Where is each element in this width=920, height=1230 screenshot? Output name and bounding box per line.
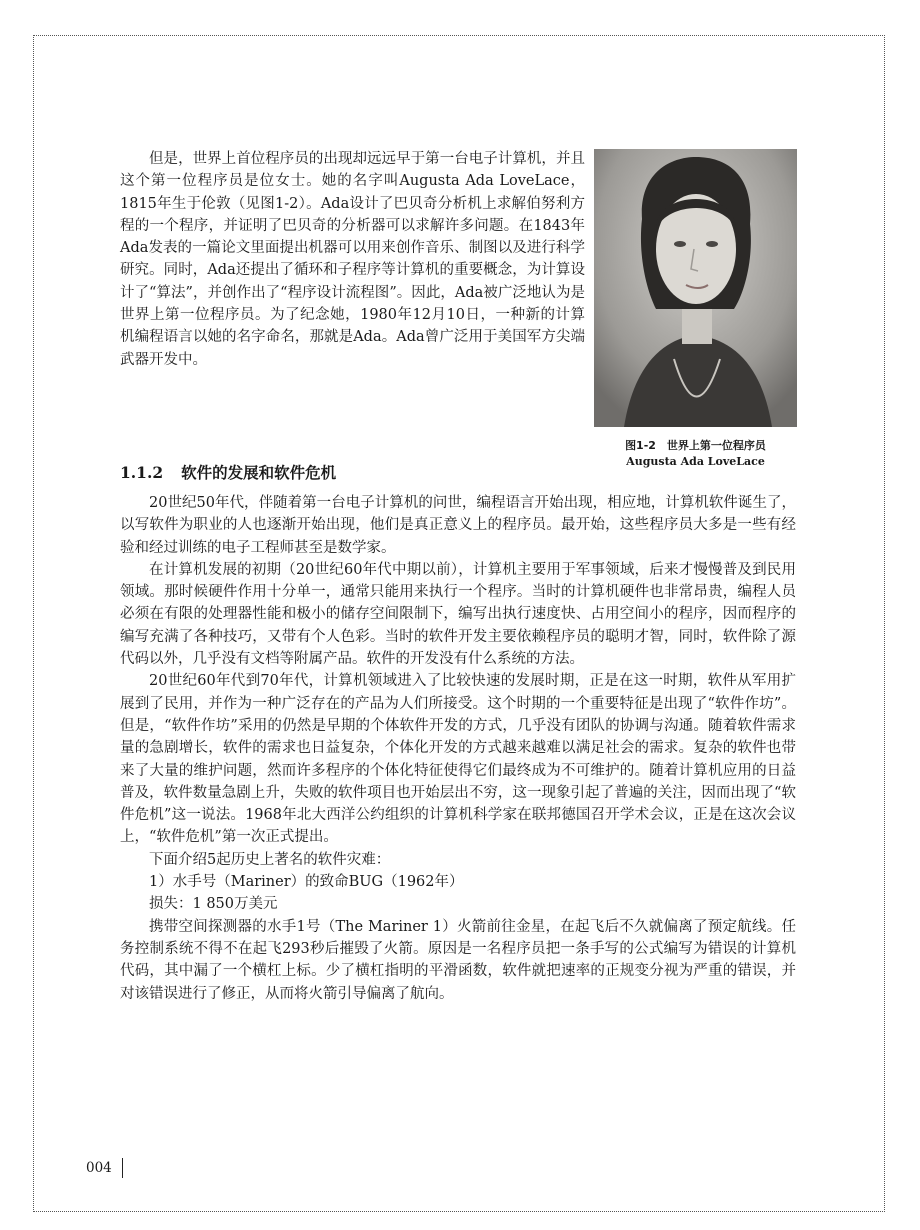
intro-paragraph: 但是，世界上首位程序员的出现却远远早于第一台电子计算机，并且这个第一位程序员是位女士。她的名字叫Augusta Ada LoveLace，1815年生于伦敦（见图1-2）。Ada设计了巴贝奇分析机上求解伯努利方程的一个程序，并证明了巴贝奇的分析器可以求解许多问题。在1843年Ada发表的一篇论文里面提出机器可以用来创作音乐、制图以及进行科学研究。同时，Ada还提出了循环和子程序等计算机的重要概念，为计算设计了“算法”，并创作出了“程序设计流程图”。因此，Ada被广泛地认为是世界上第一位程序员。为了纪念她，1980年12月10日，一种新的计算机编程语言以她的名字命名，那就是Ada。Ada曾广泛用于美国军方尖端武器开发中。 xyxy=(120,151,585,368)
portrait-illustration xyxy=(594,149,797,427)
body-paragraph: 在计算机发展的初期（20世纪60年代中期以前），计算机主要用于军事领域，后来才慢慢普及到民用领域。那时候硬件作用十分单一，通常只能用来执行一个程序。当时的计算机硬件也非常昂贵，编程人员必须在有限的处理器性能和极小的储存空间限制下，编写出执行速度快、占用空间小的程序，因而程序的编写充满了各种技巧，又带有个人色彩。当时的软件开发主要依赖程序员的聪明才智，同时，软件除了源代码以外，几乎没有文档等附属产品。软件的开发没有什么系统的方法。 xyxy=(120,561,796,668)
footer-divider xyxy=(122,1158,123,1178)
page-number: 004 xyxy=(86,1160,112,1176)
body-paragraph: 下面介绍5起历史上著名的软件灾难： xyxy=(149,851,391,868)
body-paragraph: 20世纪50年代，伴随着第一台电子计算机的问世，编程语言开始出现，相应地，计算机软件诞生了，以写软件为职业的人也逐渐开始出现，他们是真正意义上的程序员。最开始，这些程序员大多是一些有经验和经过训练的电子工程师甚至是数学家。 xyxy=(120,495,796,556)
portrait-photo xyxy=(594,149,797,427)
body-paragraph: 损失：1 850万美元 xyxy=(149,896,278,913)
section-heading xyxy=(120,461,336,483)
body-paragraph: 携带空间探测器的水手1号（The Mariner 1）火箭前往金星，在起飞后不久就偏离了预定航线。任务控制系统不得不在起飞293秒后摧毁了火箭。原因是一名程序员把一条手写的公式编写为错误的计算机代码，其中漏了一个横杠上标。少了横杠指明的平滑函数，软件就把速率的正规变分视为严重的错误，并对该错误进行了修正，从而将火箭引导偏离了航向。 xyxy=(120,918,796,1002)
body-text xyxy=(120,492,796,1005)
section-title: 软件的发展和软件危机 xyxy=(181,464,337,482)
body-paragraph: 20世纪60年代到70年代，计算机领域进入了比较快速的发展时期，正是在这一时期，软件从军用扩展到了民用，并作为一种广泛存在的产品为人们所接受。这个时期的一个重要特征是出现了“软件作坊”。但是，“软件作坊”采用的仍然是早期的个体软件开发的方式，几乎没有团队的协调与沟通。随着软件需求量的急剧增长，软件的需求也日益复杂，个体化开发的方式越来越难以满足社会的需求。复杂的软件也带来了大量的维护问题，然而许多程序的个体化特征使得它们最终成为不可维护的。随着计算机应用的日益普及，软件数量急剧上升，失败的软件项目也开始层出不穷，这一现象引起了普遍的关注，因而出现了“软件危机”这一说法。1968年北大西洋公约组织的计算机科学家在联邦德国召开学术会议，正是在这次会议上，“软件危机”第一次正式提出。 xyxy=(120,673,796,846)
figure-caption-english: Augusta Ada LoveLace xyxy=(626,455,765,468)
figure-caption xyxy=(594,438,797,470)
body-paragraph: 1）水手号（Mariner）的致命BUG（1962年） xyxy=(149,874,464,891)
section-number: 1.1.2 xyxy=(120,463,164,482)
figure-caption-chinese: 图1-2 世界上第一位程序员 xyxy=(625,439,766,452)
page-footer xyxy=(86,1158,123,1178)
